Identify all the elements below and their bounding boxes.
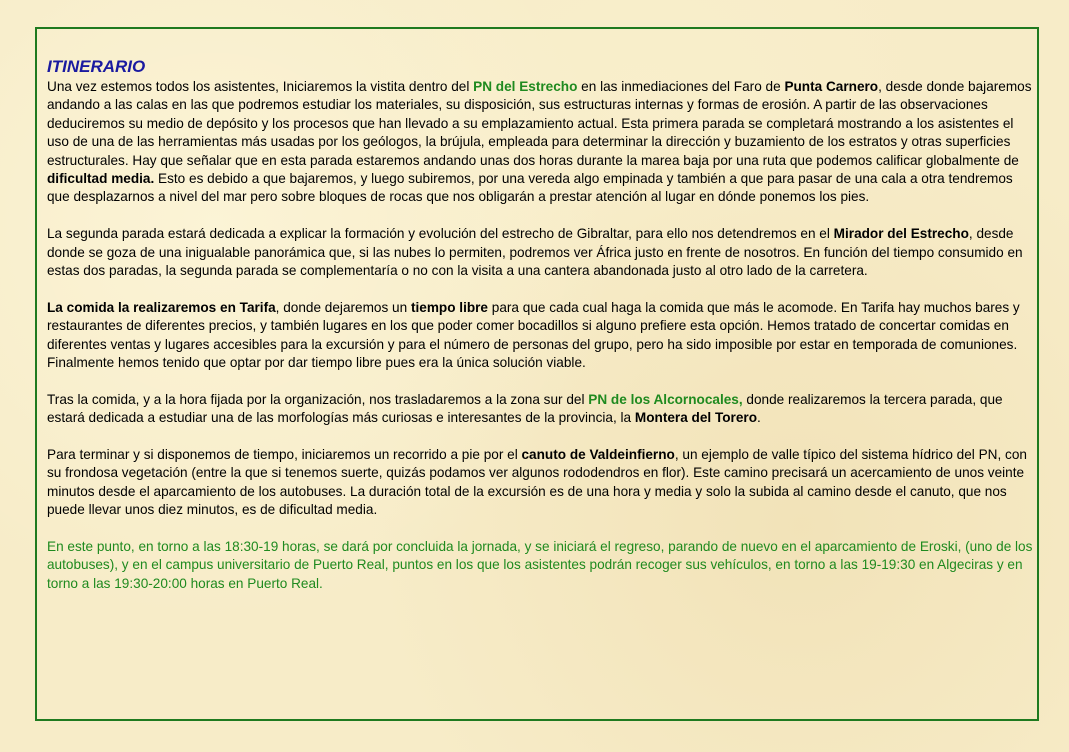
p4-text-a: Tras la comida, y a la hora fijada por la organización, nos trasladaremos a la zona sur del (47, 391, 589, 407)
free-time-label: tiempo libre (410, 299, 488, 315)
difficulty-label: dificultad media. (47, 171, 155, 187)
p1-text-a: Una vez estemos todos los asistentes, Iniciaremos la vistita dentro del (47, 79, 474, 94)
paragraph-second-stop (47, 225, 1037, 280)
p1-text-e: , desde donde bajaremos andando a las calas en las que podremos estudiar los materiales, su disposición, sus estructuras internas y formas de erosión. A partir de las observaciones deduciremos su medio de depósito y los procesos que han llevado a su emplazamiento actual. Esta primera parada se completará mostrando a los asistentes el uso de una de las herramientas más usadas por los geólogos, la brújula, empleada para determinar la dirección y buzamiento de los estratos y otras superficies estructurales. Hay que señalar que en esta parada estaremos andando unas dos horas durante la marea baja por una ruta que podemos calificar globalmente de (47, 79, 1032, 168)
pn-estrecho-label: PN del Estrecho (473, 79, 578, 94)
punta-carnero-label: Punta Carnero (784, 79, 879, 94)
p3-text-d: para que cada cual haga la comida que más le acomode. En Tarifa hay muchos bares y restaurantes de diferentes precios, y también lugares en los que poder comer bocadillos si alguno prefiere esta opción. Hemos tratado de concertar comidas en diferentes ventas y lugares accesibles para la excursión y para el número de personas del grupo, pero ha sido imposible por estar en temporada de comuniones. Finalmente hemos tenido que optar por dar tiempo libre pues era la única solución viable. (47, 299, 1020, 371)
p2-text-c: , desde donde se goza de una inigualable panorámica que, si las nubes lo permiten, podremos ver África justo en frente de nosotros. En función del tiempo consumido en estas dos paradas, la segunda parada se complementaría o no con la visita a una cantera abandonada justo al otro lado de la carretera. (47, 226, 1023, 279)
itinerary-text (47, 56, 1037, 593)
pn-alcornocales-label: PN de los Alcornocales, (588, 391, 743, 407)
p4-text-e: . (757, 410, 761, 426)
paragraph-lunch (47, 299, 1037, 373)
p4-text-c: donde realizaremos la tercera parada, que estará dedicada a estudiar una de las morfologías más curiosas e interesantes de la provincia, la (47, 391, 1003, 426)
p3-text-b: , donde dejaremos un (275, 299, 411, 315)
paragraph-first-stop (47, 78, 1037, 207)
lunch-tarifa-label: La comida la realizaremos en Tarifa (47, 299, 276, 315)
montera-torero-label: Montera del Torero (634, 410, 757, 426)
paragraph-final-walk (47, 446, 1037, 520)
p1-text-g: Esto es debido a que bajaremos, y luego subiremos, por una vereda algo empinada y también a que para pasar de una cala a otra tendremos que desplazarnos a nivel del mar pero sobre bloques de rocas que nos obligarán a prestar atención al lugar en dónde ponemos los pies. (47, 171, 1013, 205)
paragraph-return: En este punto, en torno a las 18:30-19 horas, se dará por concluida la jornada, y se iniciará el regreso, parando de nuevo en el aparcamiento de Eroski, (uno de los autobuses), y en el campus universitario de Puerto Real, puntos en los que los asistentes podrán recoger sus vehículos, en torno a las 19-19:30 en Algeciras y en torno a las 19:30-20:00 horas en Puerto Real. (47, 539, 1033, 591)
canuto-label: canuto de Valdeinfierno (521, 447, 675, 463)
page-title: ITINERARIO (47, 57, 146, 76)
p5-text-a: Para terminar y si disponemos de tiempo, iniciaremos un recorrido a pie por el (47, 447, 522, 463)
paragraph-third-stop (47, 391, 1037, 428)
p1-text-c: en las inmediaciones del Faro de (577, 79, 785, 94)
mirador-label: Mirador del Estrecho (833, 226, 969, 242)
p5-text-c: , un ejemplo de valle típico del sistema hídrico del PN, con su frondosa vegetación (entre la que si tenemos suerte, quizás podamos ver algunos rododendros en flor). Este camino precisará un acercamiento de unos veinte minutos desde el aparcamiento de los autobuses. La duración total de la excursión es de una hora y media y solo la subida al camino desde el canuto, que nos puede llevar unos diez minutos, es de dificultad media. (47, 447, 1027, 518)
p2-text-a: La segunda parada estará dedicada a explicar la formación y evolución del estrecho de Gibraltar, para ello nos detendremos en el (47, 226, 834, 242)
